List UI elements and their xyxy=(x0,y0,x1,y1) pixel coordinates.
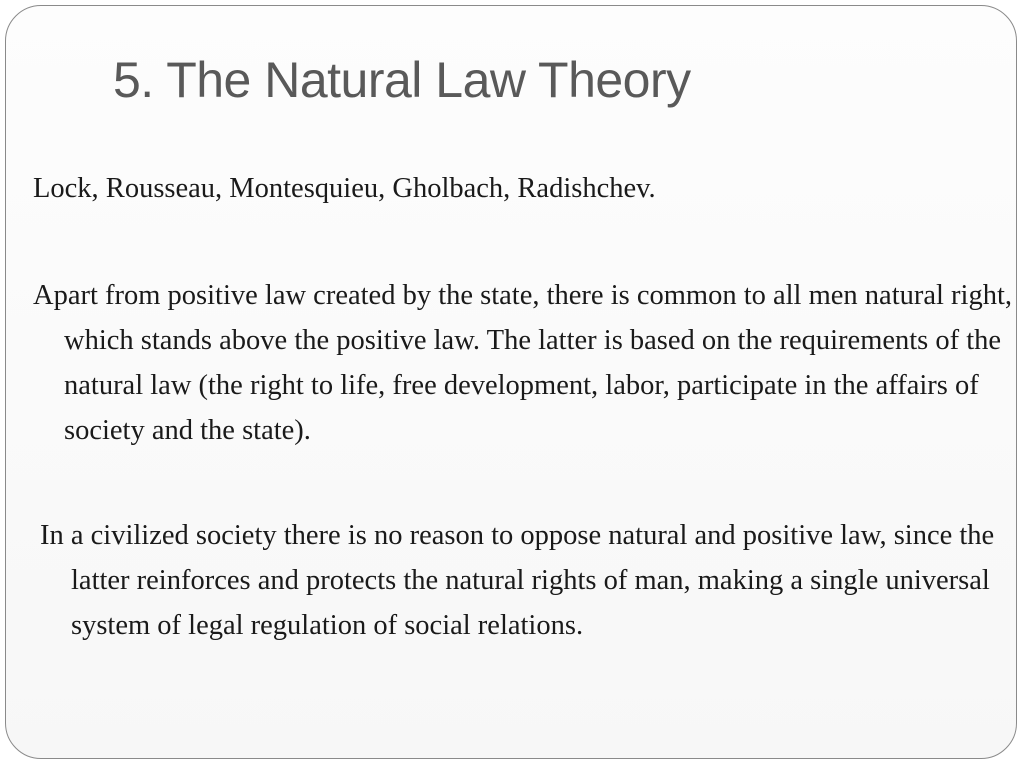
paragraph-civilized-society: In a civilized society there is no reason to oppose natural and positive law, since the latter reinforces and protects the natural rights of man, making a single universal system of legal regulation of social relations. xyxy=(40,520,995,641)
paragraph-natural-right: Apart from positive law created by the state, there is common to all men natural right, which stands above the positive law. The latter is based on the requirements of the natural law (the right to life, free development, labor, participate in the affairs of society and the state). xyxy=(33,280,1012,446)
slide-title: 5. The Natural Law Theory xyxy=(113,52,691,108)
paragraph-philosophers: Lock, Rousseau, Montesquieu, Gholbach, Radishchev. xyxy=(33,173,656,204)
